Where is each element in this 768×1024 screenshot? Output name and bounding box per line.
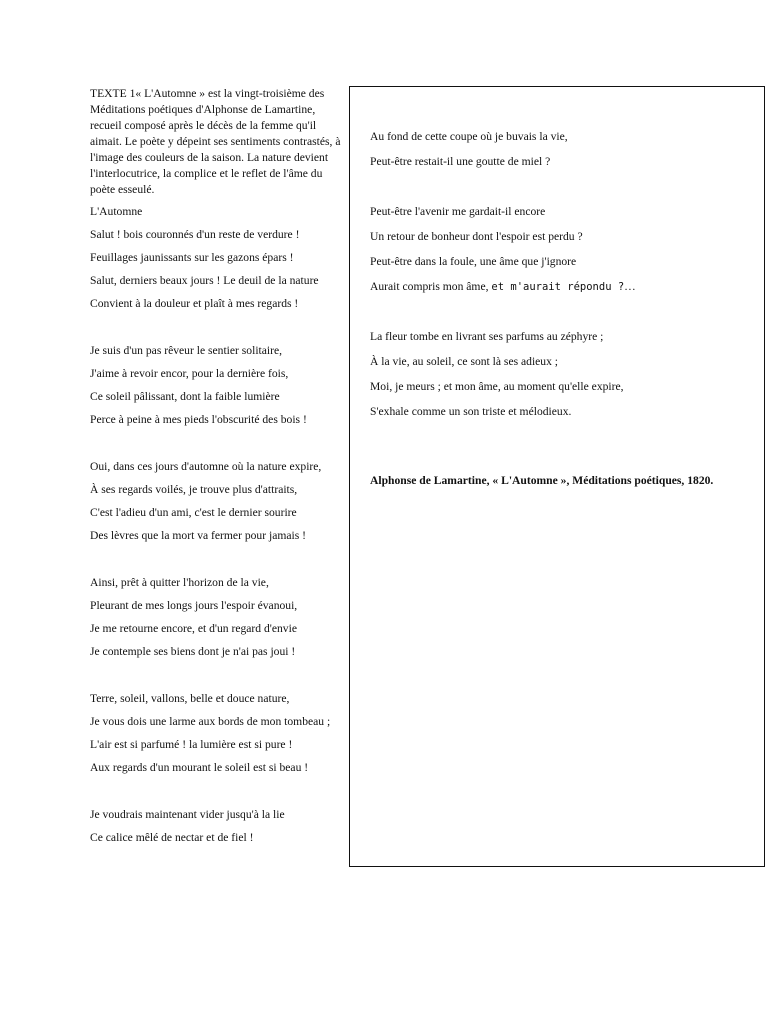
stanza-gap xyxy=(370,304,750,329)
stanza-gap xyxy=(90,667,348,691)
citation: Alphonse de Lamartine, « L'Automne », Méditations poétiques, 1820. xyxy=(370,474,714,487)
stanza-gap xyxy=(90,783,348,807)
verse-line: J'aime à revoir encor, pour la dernière fois, xyxy=(90,367,289,380)
verse-line: Perce à peine à mes pieds l'obscurité des bois ! xyxy=(90,413,307,426)
verse-part: Aurait compris mon âme, xyxy=(370,280,489,293)
verse-line: Je suis d'un pas rêveur le sentier solitaire, xyxy=(90,344,283,357)
stanza-gap xyxy=(370,179,750,204)
right-column xyxy=(370,129,750,489)
verse-line: Aux regards d'un mourant le soleil est si beau ! xyxy=(90,761,309,774)
verse-line: Moi, je meurs ; et mon âme, au moment qu'elle expire, xyxy=(370,380,624,393)
verse-line: Je contemple ses biens dont je n'ai pas joui ! xyxy=(90,645,296,658)
verse-line: Salut, derniers beaux jours ! Le deuil de la nature xyxy=(90,274,319,287)
verse-part-mono: et m'aurait répondu ? xyxy=(491,281,625,293)
verse-line: Feuillages jaunissants sur les gazons épars ! xyxy=(90,251,294,264)
verse-line: Oui, dans ces jours d'automne où la nature expire, xyxy=(90,460,322,473)
verse-line: Je me retourne encore, et d'un regard d'envie xyxy=(90,622,297,635)
stanza-gap xyxy=(90,319,348,343)
verse-line: Peut-être restait-il une goutte de miel ? xyxy=(370,155,551,168)
stanza-gap xyxy=(90,551,348,575)
verse-line: La fleur tombe en livrant ses parfums au zéphyre ; xyxy=(370,330,604,343)
verse-line: Un retour de bonheur dont l'espoir est perdu ? xyxy=(370,230,583,243)
poem-title: L'Automne xyxy=(90,205,143,218)
verse-line: Peut-être l'avenir me gardait-il encore xyxy=(370,205,546,218)
left-column xyxy=(90,86,348,853)
verse-line: Ce calice mêlé de nectar et de fiel ! xyxy=(90,831,254,844)
stanza-gap xyxy=(90,435,348,459)
verse-line: S'exhale comme un son triste et mélodieux. xyxy=(370,405,572,418)
intro-paragraph: TEXTE 1« L'Automne » est la vingt-troisième des Méditations poétiques d'Alphonse de Lamartine, recueil composé après le décès de la femme qu'il aimait. Le poète y dépeint ses sentiments contrastés, à l'image des couleurs de la saison. La nature devient l'interlocutrice, la complice et le reflet de l'âme du poète esseulé. xyxy=(90,87,341,196)
verse-line: À ses regards voilés, je trouve plus d'attraits, xyxy=(90,483,298,496)
verse-line: Je vous dois une larme aux bords de mon tombeau ; xyxy=(90,715,331,728)
verse-line: Des lèvres que la mort va fermer pour jamais ! xyxy=(90,529,307,542)
verse-line: À la vie, au soleil, ce sont là ses adieux ; xyxy=(370,355,559,368)
verse-line: Terre, soleil, vallons, belle et douce nature, xyxy=(90,692,290,705)
verse-line: Au fond de cette coupe où je buvais la vie, xyxy=(370,130,568,143)
verse-line: Ainsi, prêt à quitter l'horizon de la vie, xyxy=(90,576,269,589)
verse-line: Salut ! bois couronnés d'un reste de verdure ! xyxy=(90,228,300,241)
verse-line: Ce soleil pâlissant, dont la faible lumière xyxy=(90,390,280,403)
verse-line: Je voudrais maintenant vider jusqu'à la lie xyxy=(90,808,285,821)
stanza-gap xyxy=(370,429,750,473)
verse-line: L'air est si parfumé ! la lumière est si pure ! xyxy=(90,738,293,751)
verse-line: Peut-être dans la foule, une âme que j'ignore xyxy=(370,255,577,268)
verse-line: C'est l'adieu d'un ami, c'est le dernier sourire xyxy=(90,506,297,519)
verse-line: Convient à la douleur et plaît à mes regards ! xyxy=(90,297,299,310)
verse-line: Pleurant de mes longs jours l'espoir évanoui, xyxy=(90,599,298,612)
verse-line-mixed xyxy=(370,279,750,295)
ellipsis: … xyxy=(624,280,636,293)
